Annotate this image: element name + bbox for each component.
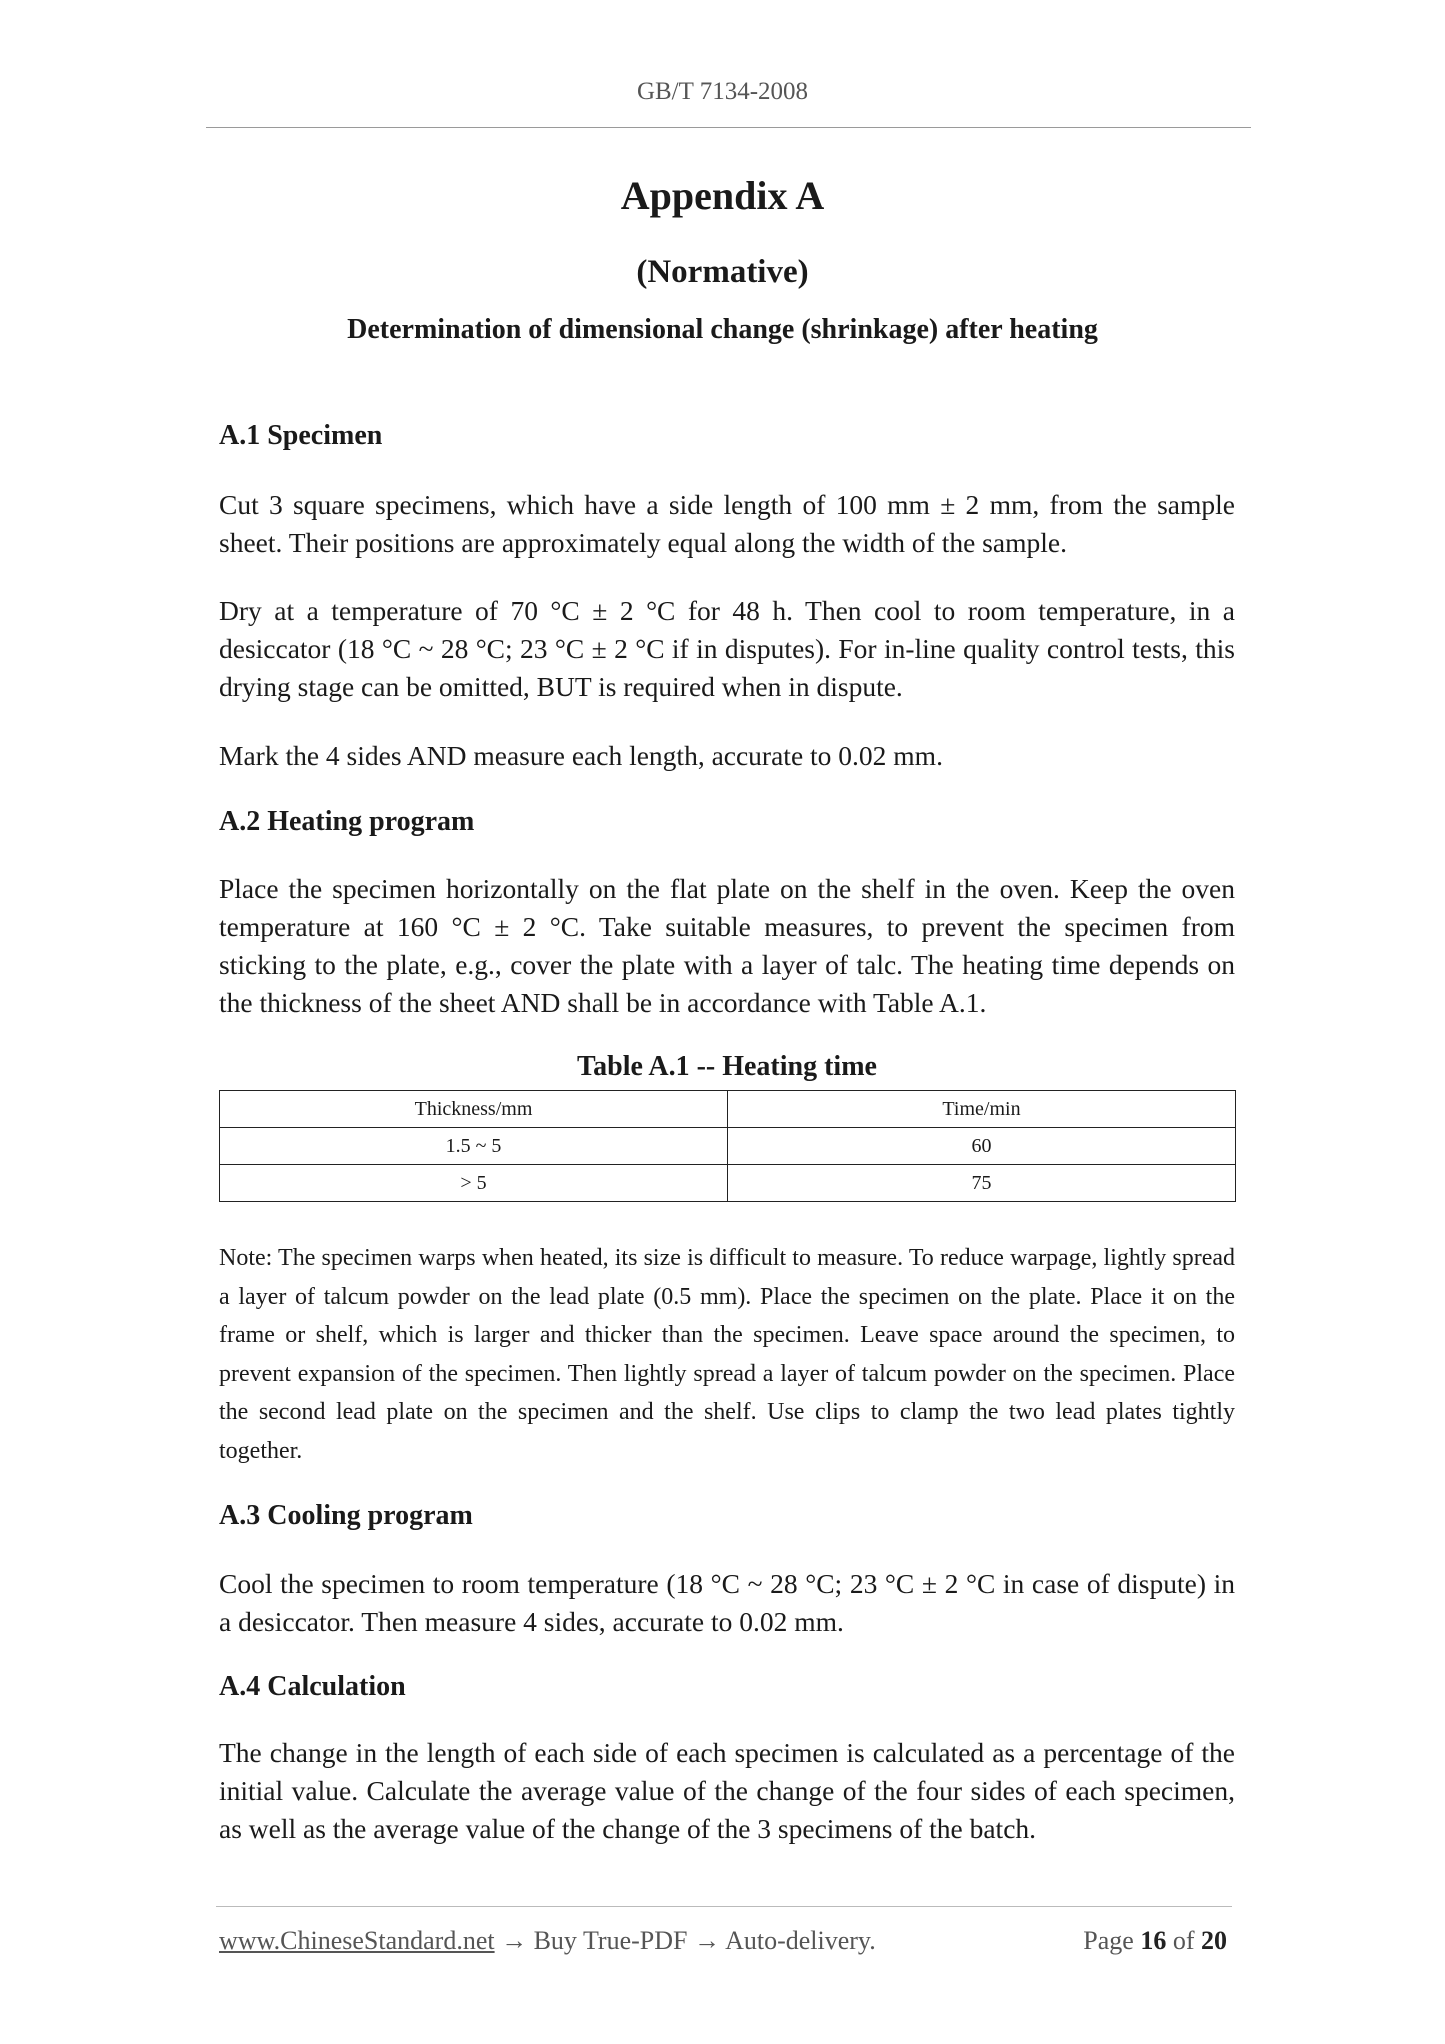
table-row <box>220 1165 1236 1202</box>
page-total: 20 <box>1201 1926 1227 1955</box>
table-header-row <box>220 1091 1236 1128</box>
table-cell: > 5 <box>220 1165 728 1202</box>
table-row <box>220 1128 1236 1165</box>
page-number <box>1083 1926 1227 1956</box>
auto-delivery-text: Auto-delivery. <box>725 1926 876 1955</box>
table-cell: 1.5 ~ 5 <box>220 1128 728 1165</box>
header-divider <box>206 127 1251 128</box>
heating-time-table <box>219 1090 1236 1202</box>
section-heading-a1: A.1 Specimen <box>219 420 383 451</box>
section-heading-a4: A.4 Calculation <box>219 1671 406 1702</box>
page-footer <box>219 1926 1235 1956</box>
section-heading-a2: A.2 Heating program <box>219 806 475 837</box>
page-current: 16 <box>1140 1926 1167 1955</box>
appendix-type: (Normative) <box>636 254 809 290</box>
table-header-cell: Thickness/mm <box>220 1091 728 1128</box>
section-heading-a3: A.3 Cooling program <box>219 1500 473 1531</box>
arrow-right-icon: → <box>501 1926 528 1955</box>
paragraph-a1-2: Dry at a temperature of 70 °C ± 2 °C for 48 h. Then cool to room temperature, in a desiccator (18 °C ~ 28 °C; 23 °C ± 2 °C if in disputes). For in-line quality control tests, this drying stage can be omitted, BUT is required when in dispute. <box>219 595 1235 702</box>
note-paragraph: Note: The specimen warps when heated, its size is difficult to measure. To reduce warpage, lightly spread a layer of talcum powder on the lead plate (0.5 mm). Place the specimen on the plate. Place it on the frame or shelf, which is larger and thicker than the specimen. Leave space around the specimen, to prevent expansion of the specimen. Then lightly spread a layer of talcum powder on the specimen. Place the second lead plate on the specimen and the shelf. Use clips to clamp the two lead plates tightly together. <box>219 1245 1235 1464</box>
page-of: of <box>1172 1926 1195 1955</box>
site-link[interactable]: www.ChineseStandard.net <box>219 1926 495 1955</box>
table-caption: Table A.1 -- Heating time <box>577 1051 877 1082</box>
paragraph-a1-1: Cut 3 square specimens, which have a side length of 100 mm ± 2 mm, from the sample sheet. Their positions are approximately equal along the width of the sample. <box>219 489 1235 558</box>
paragraph-a3-1: Cool the specimen to room temperature (18 °C ~ 28 °C; 23 °C ± 2 °C in case of dispute) in a desiccator. Then measure 4 sides, accurate to 0.02 mm. <box>219 1568 1235 1637</box>
footer-divider <box>216 1906 1232 1907</box>
buy-pdf-text: Buy True-PDF <box>533 1926 688 1955</box>
page-label: Page <box>1083 1926 1134 1955</box>
paragraph-a1-3: Mark the 4 sides AND measure each length, accurate to 0.02 mm. <box>219 740 943 771</box>
paragraph-a4-1: The change in the length of each side of each specimen is calculated as a percentage of the initial value. Calculate the average value of the change of the four sides of each specimen, as well as the average value of the change of the 3 specimens of the batch. <box>219 1737 1235 1844</box>
table-cell: 75 <box>728 1165 1236 1202</box>
arrow-right-icon: → <box>694 1926 720 1955</box>
appendix-title: Appendix A <box>620 173 825 218</box>
document-header: GB/T 7134-2008 <box>636 78 809 105</box>
paragraph-a2-1: Place the specimen horizontally on the flat plate on the shelf in the oven. Keep the oven temperature at 160 °C ± 2 °C. Take suitable measures, to prevent the specimen from sticking to the plate, e.g., cover the plate with a layer of talc. The heating time depends on the thickness of the sheet AND shall be in accordance with Table A.1. <box>219 873 1235 1018</box>
table-cell: 60 <box>728 1128 1236 1165</box>
appendix-subtitle: Determination of dimensional change (shrinkage) after heating <box>347 314 1098 345</box>
table-header-cell: Time/min <box>728 1091 1236 1128</box>
